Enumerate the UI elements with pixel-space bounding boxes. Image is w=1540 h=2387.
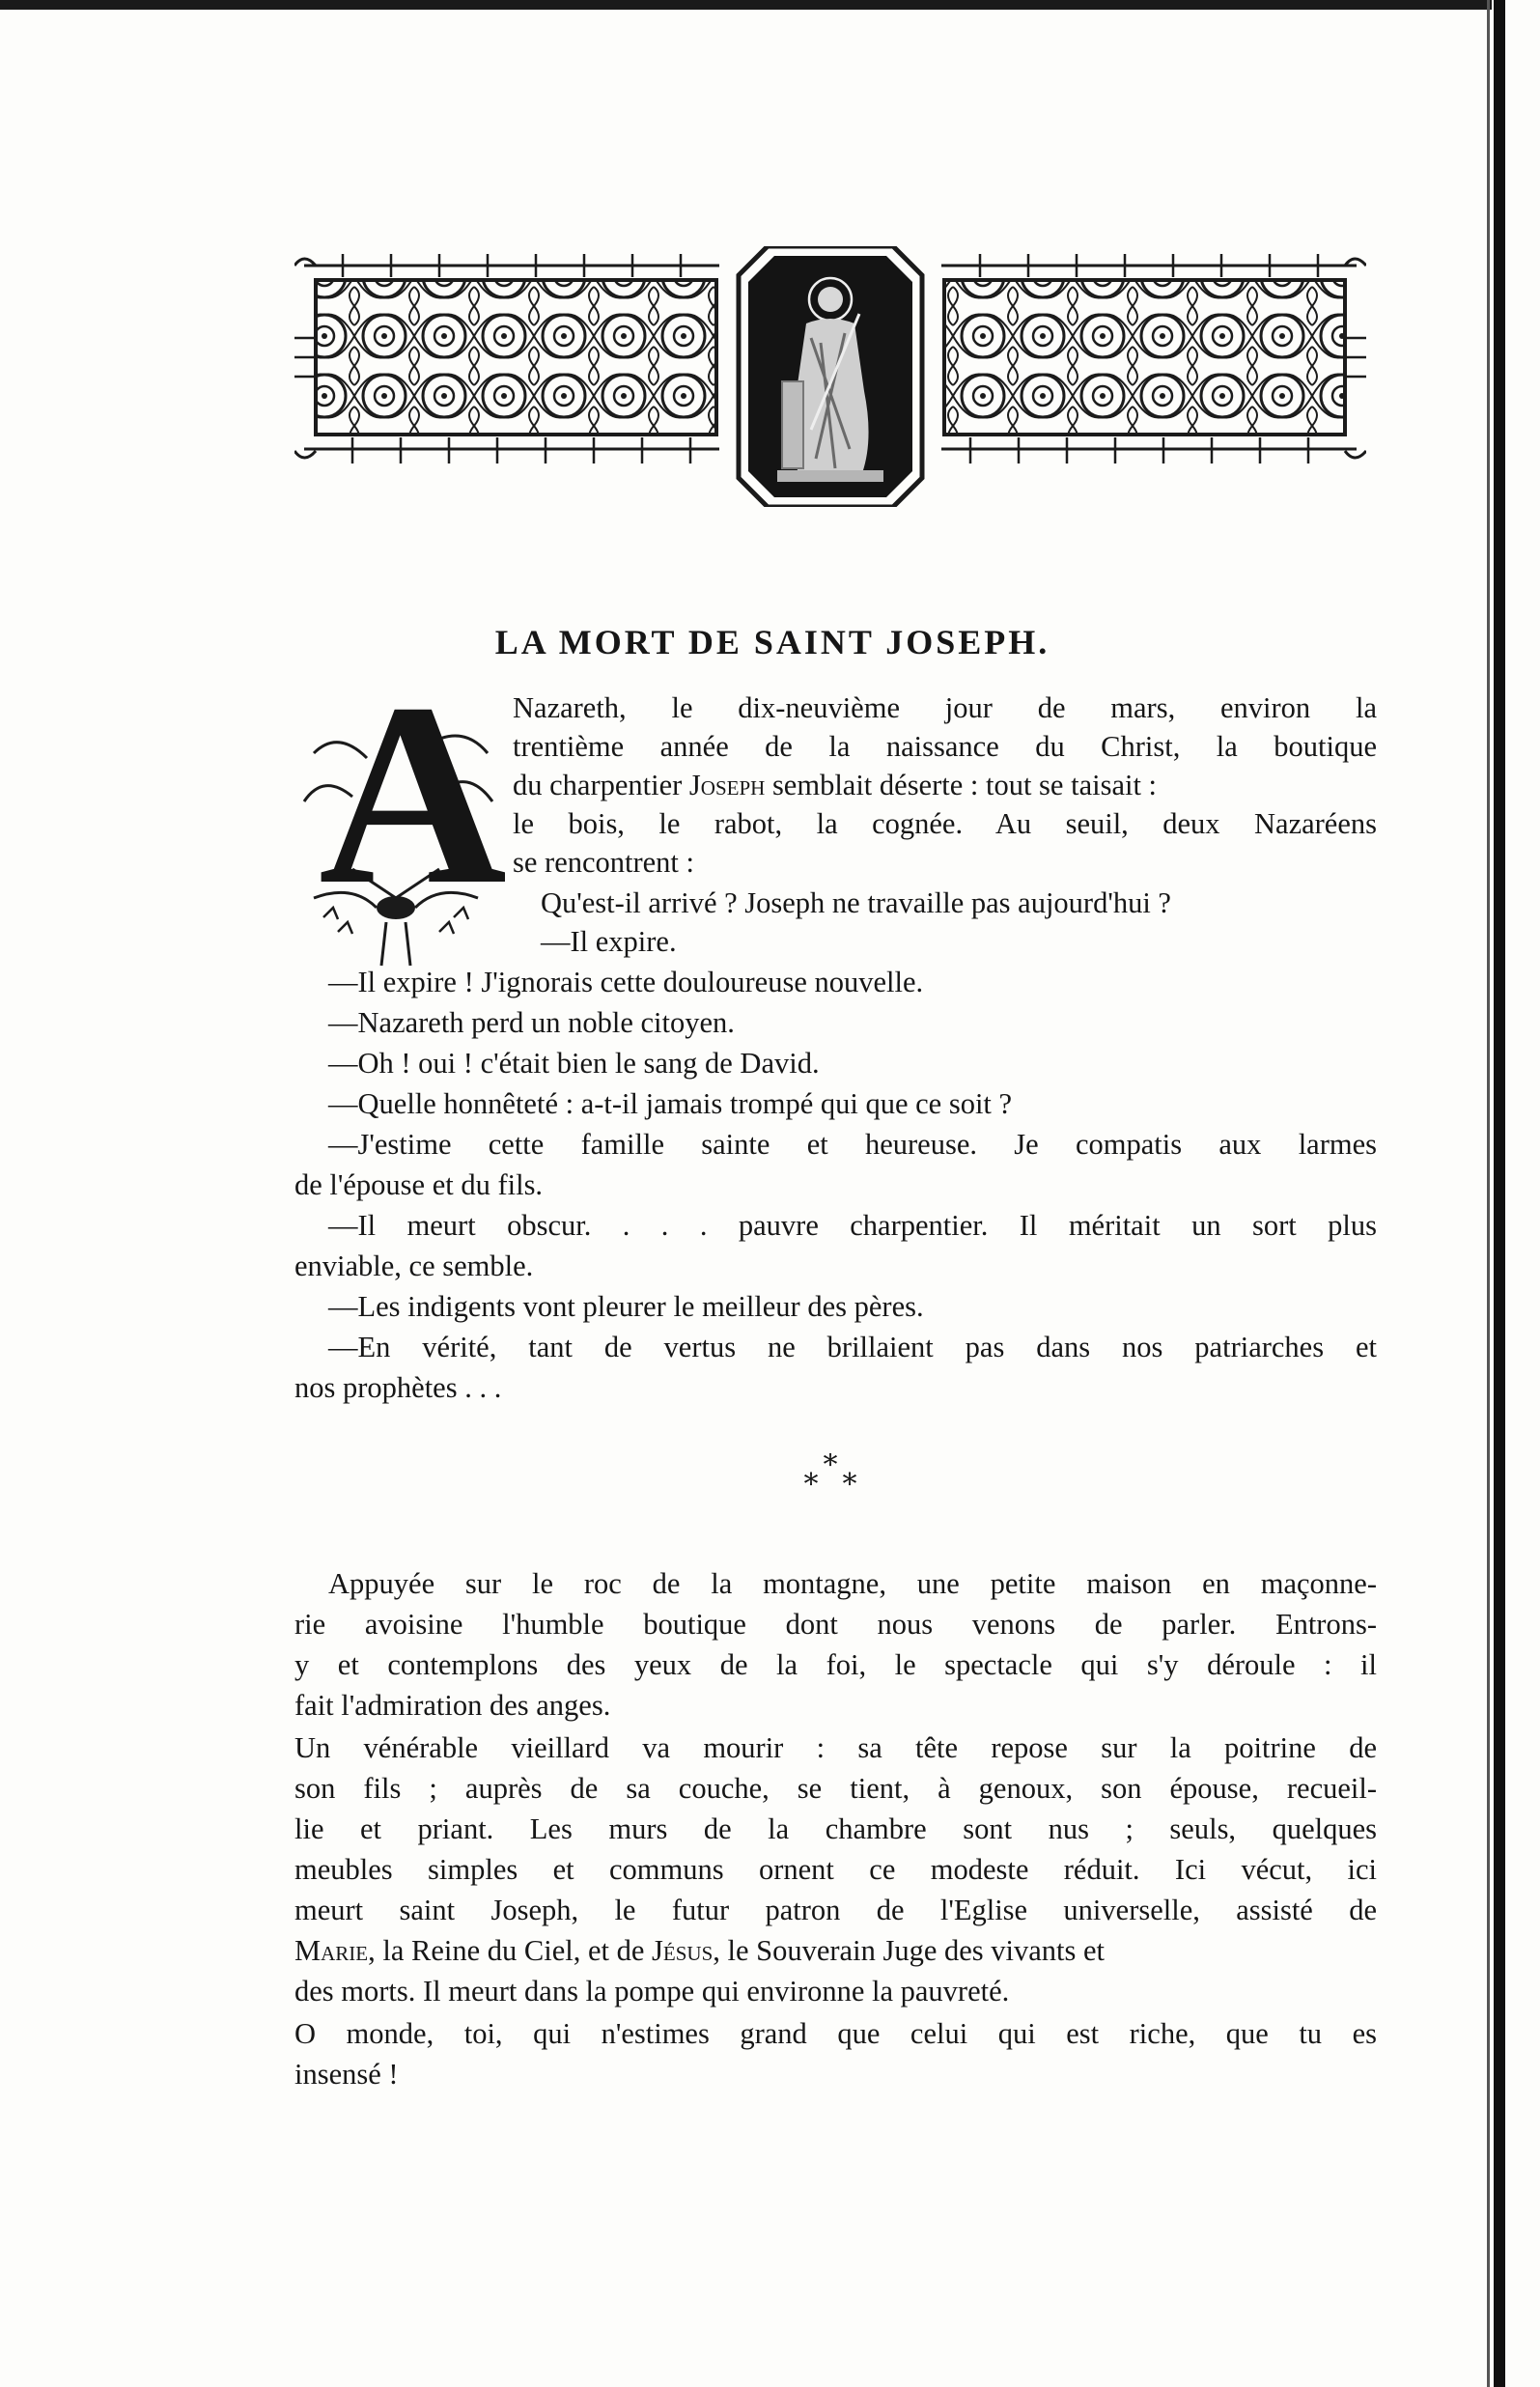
body-line-9: meurt saint Joseph, le futur patron de l'Eglise universelle, assisté de xyxy=(294,1894,1377,1926)
ornamental-header-banner xyxy=(294,246,1366,507)
dialogue-line-7: —J'estime cette famille sainte et heureuse. Je compatis aux larmes xyxy=(328,1128,1377,1161)
dialogue-line-5: —Oh ! oui ! c'était bien le sang de David. xyxy=(328,1047,820,1080)
dialogue-line-10: enviable, ce semble. xyxy=(294,1250,534,1282)
opening-line-5: se rencontrent : xyxy=(513,846,695,879)
page-edge-line xyxy=(1487,0,1490,2387)
top-border-rule xyxy=(0,0,1492,10)
body-line-2: rie avoisine l'humble boutique dont nous venons de parler. Entrons- xyxy=(294,1608,1377,1641)
saint-joseph-figure-icon xyxy=(739,246,922,507)
page-edge-shadow xyxy=(1494,0,1505,2387)
body-line-6: son fils ; auprès de sa couche, se tient, à genoux, son épouse, recueil- xyxy=(294,1772,1377,1805)
body-line-12: O monde, toi, qui n'estimes grand que celui qui est riche, que tu es xyxy=(294,2017,1377,2050)
body-line-10: Marie, la Reine du Ciel, et de Jésus, le Souverain Juge des vivants et xyxy=(294,1934,1105,1967)
opening-line-2: trentième année de la naissance du Christ, la boutique xyxy=(513,730,1377,763)
dialogue-line-4: —Nazareth perd un noble citoyen. xyxy=(328,1006,735,1039)
chapter-title: LA MORT DE SAINT JOSEPH. xyxy=(494,623,1050,662)
body-line-7: lie et priant. Les murs de la chambre sont nus ; seuls, quelques xyxy=(294,1812,1377,1845)
body-line-8: meubles simples et communs ornent ce modeste réduit. Ici vécut, ici xyxy=(294,1853,1377,1886)
body-line-3: y et contemplons des yeux de la foi, le spectacle qui s'y déroule : il xyxy=(294,1648,1377,1681)
dialogue-line-11: —Les indigents vont pleurer le meilleur des pères. xyxy=(328,1290,924,1323)
dialogue-line-6: —Quelle honnêteté : a-t-il jamais trompé qui que ce soit ? xyxy=(328,1087,1013,1120)
svg-text:*: * xyxy=(842,1468,857,1502)
body-line-13: insensé ! xyxy=(294,2058,399,2091)
opening-line-1: Nazareth, le dix-neuvième jour de mars, environ la xyxy=(513,691,1377,724)
opening-line-3: du charpentier Joseph semblait déserte : tout se taisait : xyxy=(513,769,1158,801)
body-line-5: Un vénérable vieillard va mourir : sa tête repose sur la poitrine de xyxy=(294,1731,1377,1764)
dialogue-line-9: —Il meurt obscur. . . . pauvre charpentier. Il méritait un sort plus xyxy=(328,1209,1377,1242)
body-line-11: des morts. Il meurt dans la pompe qui environne la pauvreté. xyxy=(294,1975,1010,2008)
svg-text:*: * xyxy=(823,1453,838,1482)
svg-text:*: * xyxy=(803,1468,819,1502)
dialogue-line-8: de l'épouse et du fils. xyxy=(294,1168,544,1201)
opening-line-4: le bois, le rabot, la cognée. Au seuil, deux Nazaréens xyxy=(513,807,1377,840)
dialogue-line-3: —Il expire ! J'ignorais cette douloureuse nouvelle. xyxy=(328,966,924,998)
dialogue-line-2: —Il expire. xyxy=(541,925,677,958)
dialogue-line-1: Qu'est-il arrivé ? Joseph ne travaille pas aujourd'hui ? xyxy=(541,886,1171,919)
body-line-1: Appuyée sur le roc de la montagne, une petite maison en maçonne- xyxy=(328,1567,1377,1600)
dialogue-line-12: —En vérité, tant de vertus ne brillaient pas dans nos patriarches et xyxy=(328,1331,1377,1363)
banner-right-panel xyxy=(941,254,1366,463)
section-separator-asterisks xyxy=(772,1453,888,1511)
dialogue-line-13: nos prophètes . . . xyxy=(294,1371,502,1404)
body-line-4: fait l'admiration des anges. xyxy=(294,1689,611,1722)
dropcap-letter: A xyxy=(319,650,507,939)
banner-left-panel xyxy=(294,254,719,463)
